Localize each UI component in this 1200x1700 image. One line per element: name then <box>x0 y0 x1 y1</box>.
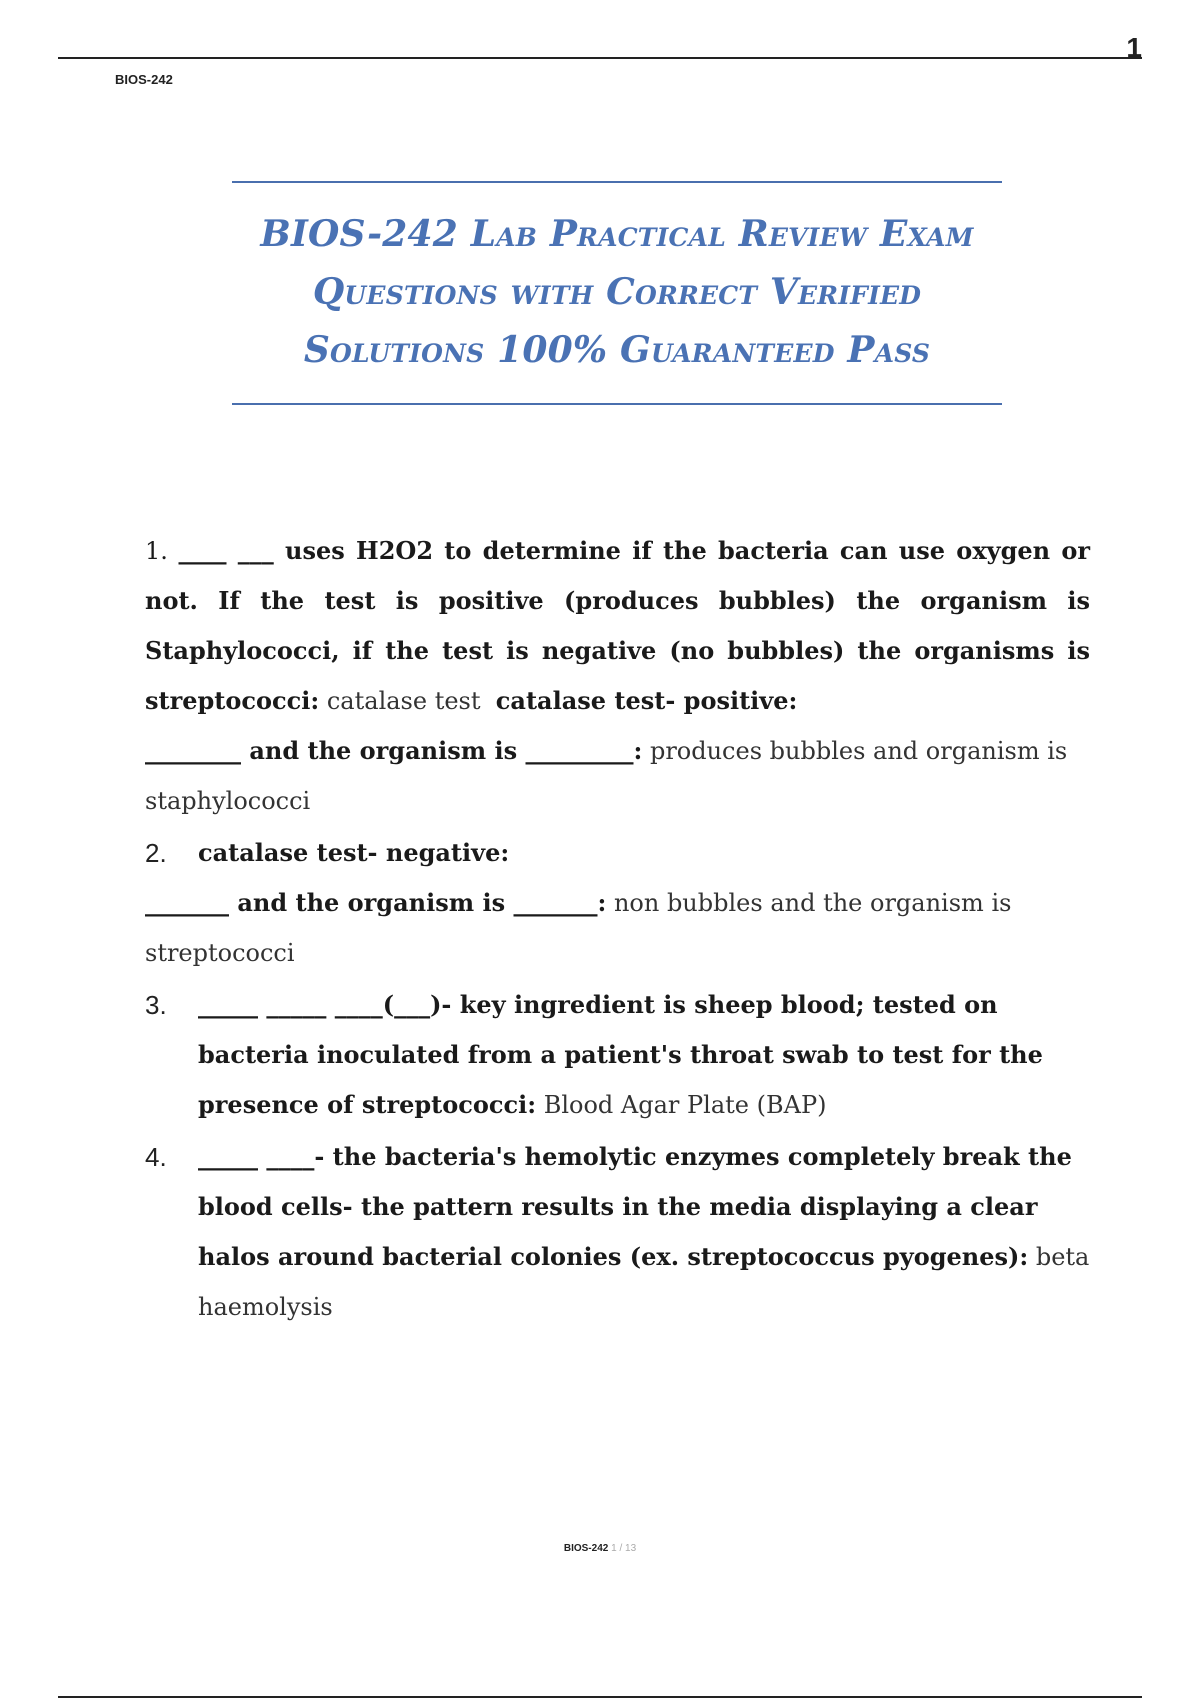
title-line-2: Questions with Correct Verified <box>312 271 922 313</box>
top-rule <box>58 57 1142 59</box>
title-line-1: BIOS-242 Lab Practical Review Exam <box>260 213 974 255</box>
question-1-sub-answer: produces bubbles and organism is staphylococci <box>145 737 1068 815</box>
header-course-code: BIOS-242 <box>115 72 173 87</box>
question-2 <box>145 828 1090 878</box>
question-2-number: 2. <box>145 838 167 868</box>
question-4-answer: beta haemolysis <box>198 1243 1090 1321</box>
question-2-prompt-2: _______ and the organism is _______: <box>145 888 607 917</box>
questions-list <box>145 526 1090 1332</box>
footer-page-indicator: 1 / 13 <box>611 1543 637 1554</box>
question-2-prompt: catalase test- negative: <box>198 838 510 867</box>
question-2-answer: non bubbles and the organism is streptococci <box>145 889 1012 967</box>
question-2-body <box>145 878 1090 978</box>
question-1-prompt: ____ ___ uses H2O2 to determine if the bacteria can use oxygen or not. If the test is positive (produces bubbles) the organism is Staphylococci, if the test is negative (no bubbles) the organisms is streptococci: <box>145 536 1090 715</box>
page-number: 1 <box>1126 32 1142 63</box>
question-1-answer: catalase test <box>326 687 481 715</box>
bottom-rule <box>58 1696 1142 1698</box>
question-1 <box>145 526 1090 726</box>
question-3-prompt: _____ _____ ____(___)- key ingredient is sheep blood; tested on bacteria inoculated from a patient's throat swab to test for the presence of streptococci: <box>198 990 1043 1119</box>
page-footer <box>0 1543 1200 1554</box>
title-line-3: Solutions 100% Guaranteed Pass <box>303 329 931 371</box>
question-4-prompt: _____ ____- the bacteria's hemolytic enzymes completely break the blood cells- the pattern results in the media displaying a clear halos around bacterial colonies (ex. streptococcus pyogenes): <box>198 1142 1072 1271</box>
question-4-number: 4. <box>145 1142 167 1172</box>
question-1-sub-prompt: catalase test- positive: <box>495 686 798 715</box>
question-3-number: 3. <box>145 990 167 1020</box>
question-3-answer: Blood Agar Plate (BAP) <box>543 1091 827 1119</box>
question-1-sub-prompt-2: ________ and the organism is _________: <box>145 736 643 765</box>
footer-course-code: BIOS-242 <box>563 1543 609 1554</box>
question-1-sub <box>145 726 1090 826</box>
question-3 <box>145 980 1090 1130</box>
document-title <box>232 181 1002 405</box>
question-4 <box>145 1132 1090 1332</box>
question-1-number: 1. <box>145 537 168 565</box>
